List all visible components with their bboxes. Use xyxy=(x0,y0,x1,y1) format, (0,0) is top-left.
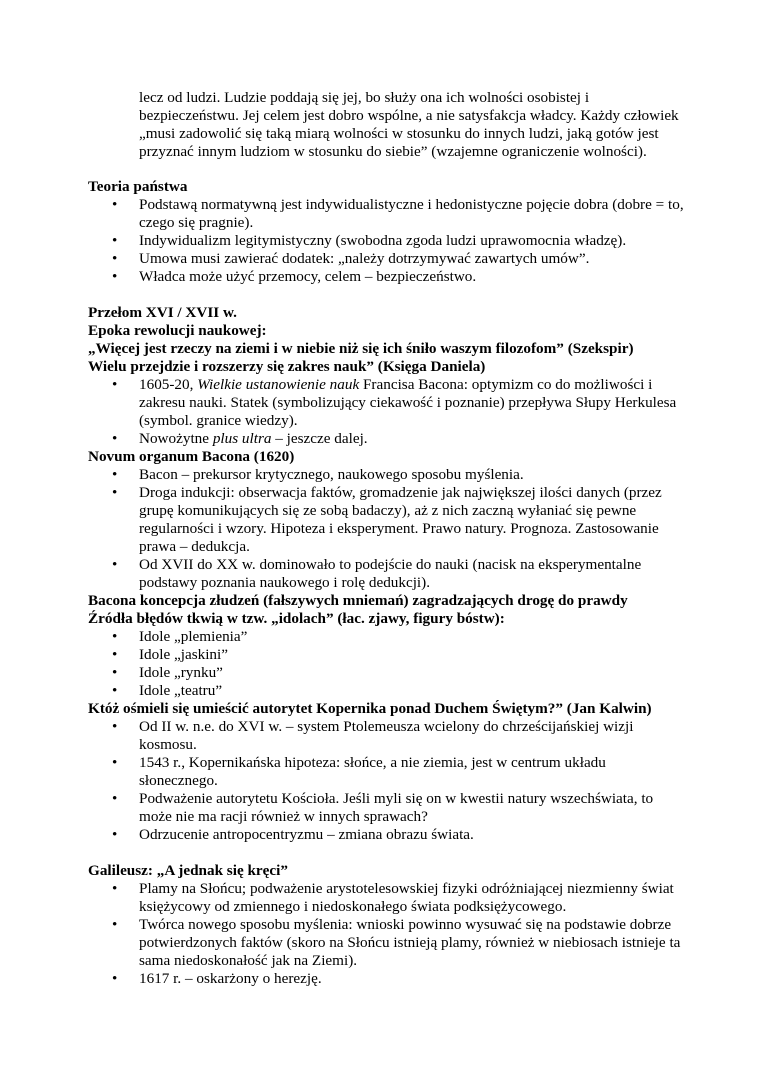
list-item: • Władca może użyć przemocy, celem – bezpieczeństwo. xyxy=(88,268,688,286)
list-item: • Odrzucenie antropocentryzmu – zmiana obrazu świata. xyxy=(88,826,688,844)
list-item: • Indywidualizm legitymistyczny (swobodna zgoda ludzi uprawomocnia władzę). xyxy=(88,232,688,250)
heading-daniel-quote: Wielu przejdzie i rozszerzy się zakres nauk” (Księga Daniela) xyxy=(88,358,486,375)
list-item: • Idole „rynku” xyxy=(88,664,688,682)
document-body xyxy=(88,178,688,988)
list-item: • Idole „plemienia” xyxy=(88,628,688,646)
text-run: Nowożytne xyxy=(139,430,213,447)
list-item: • Umowa musi zawierać dodatek: „należy dotrzymywać zawartych umów”. xyxy=(88,250,688,268)
list-teoria-panstwa xyxy=(88,196,688,286)
list-item: • Twórca nowego sposobu myślenia: wnioski powinno wysuwać się na podstawie dobrze potwierdzonych faktów (skoro na Słońcu istnieją plamy, również w niebiosach istnieje ta sama niedoskonałość jak na Ziemi). xyxy=(88,916,688,970)
text-run: – jeszcze dalej. xyxy=(271,430,368,447)
list-item: • 1543 r., Kopernikańska hipoteza: słońce, a nie ziemia, jest w centrum układu słonecznego. xyxy=(88,754,688,790)
list-novum-organum xyxy=(88,466,688,592)
list-item xyxy=(88,430,688,448)
list-item: • Od XVII do XX w. dominowało to podejście do nauki (nacisk na eksperymentalne podstawy poznania naukowego i rolę dedukcji). xyxy=(88,556,688,592)
list-item: • Plamy na Słońcu; podważenie arystotelesowskiej fizyki odróżniającej niezmienny świat księżycowy od zmiennego i niedoskonałego świata podksiężycowego. xyxy=(88,880,688,916)
spacer xyxy=(88,844,688,862)
list-item: • Bacon – prekursor krytycznego, naukowego sposobu myślenia. xyxy=(88,466,688,484)
heading-przelom: Przełom XVI / XVII w. xyxy=(88,304,237,321)
heading-novum-organum: Novum organum Bacona (1620) xyxy=(88,448,295,465)
heading-bacona-koncepcja: Bacona koncepcja złudzeń (fałszywych mniemań) zagradzających drogę do prawdy xyxy=(88,592,628,609)
list-item: • Idole „jaskini” xyxy=(88,646,688,664)
text-run: Francisa Bacona: optymizm co do możliwości i zakresu nauki. Statek (symbolizujący ciekawość i poznanie) przepływa Słupy Herkulesa (symbol. granice wiedzy). xyxy=(139,376,677,429)
list-item: • 1617 r. – oskarżony o herezję. xyxy=(88,970,688,988)
heading-epoka: Epoka rewolucji naukowej: xyxy=(88,322,267,339)
list-item: • Idole „teatru” xyxy=(88,682,688,700)
heading-galileusz: Galileusz: „A jednak się kręci” xyxy=(88,862,288,879)
list-item: • Podważenie autorytetu Kościoła. Jeśli myli się on w kwestii natury wszechświata, to może nie ma racji również w innych sprawach? xyxy=(88,790,688,826)
spacer xyxy=(88,286,688,304)
list-item: • Droga indukcji: obserwacja faktów, gromadzenie jak największej ilości danych (przez grupę komunikujących się ze sobą badaczy), aż z nich zaczną wyłaniać się pewne regularności i wzory. Hipoteza i eksperyment. Prawo natury. Prognoza. Zastosowanie prawa – dedukcja. xyxy=(88,484,688,556)
heading-szekspir-quote: „Więcej jest rzeczy na ziemi i w niebie niż się ich śniło waszym filozofom” (Szekspir) xyxy=(88,340,634,357)
heading-zrodla-bledow: Źródła błędów tkwią w tzw. „idolach” (łac. zjawy, figury bóstw): xyxy=(88,610,505,627)
italic-title: Wielkie ustanowienie nauk xyxy=(197,376,360,393)
list-item xyxy=(88,376,688,430)
list-kopernik xyxy=(88,718,688,844)
list-item: • Podstawą normatywną jest indywidualistyczne i hedonistyczne pojęcie dobra (dobre = to, czego się pragnie). xyxy=(88,196,688,232)
list-przelom xyxy=(88,376,688,448)
italic-term: plus ultra xyxy=(212,430,272,447)
list-item: • Od II w. n.e. do XVI w. – system Ptolemeusza wcielony do chrześcijańskiej wizji kosmosu. xyxy=(88,718,688,754)
text-run: 1605-20, xyxy=(139,376,198,393)
heading-kopernik: Któż ośmieli się umieścić autorytet Kopernika ponad Duchem Świętym?” (Jan Kalwin) xyxy=(88,700,652,717)
heading-teoria-panstwa: Teoria państwa xyxy=(88,178,188,195)
list-idole xyxy=(88,628,688,700)
list-galileusz xyxy=(88,880,688,988)
continuation-paragraph: lecz od ludzi. Ludzie poddają się jej, bo służy ona ich wolności osobistej i bezpieczeństwu. Jej celem jest dobro wspólne, a nie satysfakcja władcy. Każdy człowiek „musi zadowolić się taką miarą wolności w stosunku do innych ludzi, jaką gotów jest przyznać innym ludziom w stosunku do siebie” (wzajemne ograniczenie wolności). xyxy=(139,89,679,160)
